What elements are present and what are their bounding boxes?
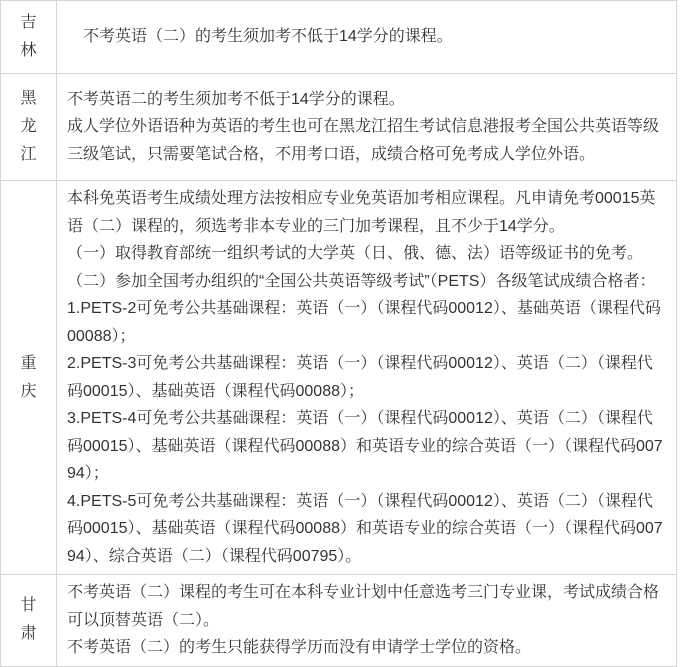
rule-paragraph: 成人学位外语语种为英语的考生也可在黑龙江招生考试信息港报考全国公共英语等级三级笔试，只需要笔试合格，不用考口语，成绩合格可免考成人学位外语。: [67, 118, 660, 163]
province-name: 甘肃: [20, 597, 37, 643]
table-row-jilin: [1, 1, 676, 73]
rule-paragraph: 2.PETS-3可免考公共基础课程：英语（一）（课程代码00012）、英语（二）（课程代码00015）、基础英语（课程代码00088）；: [67, 355, 653, 400]
rule-paragraph: 3.PETS-4可免考公共基础课程：英语（一）（课程代码00012）、英语（二）（课程代码00015）、基础英语（课程代码00088）和英语专业的综合英语（一）（课程代码00794）；: [67, 410, 663, 482]
rule-paragraph: 1.PETS-2可免考公共基础课程：英语（一）（课程代码00012）、基础英语（课程代码00088）；: [67, 300, 661, 345]
rule-paragraph: 不考英语（二）的考生须加考不低于14学分的课程。: [67, 28, 453, 46]
table-row-gansu: [1, 574, 676, 666]
province-name: 重庆: [20, 354, 37, 400]
province-cell: [1, 181, 57, 574]
province-name: 黑龙江: [20, 90, 37, 163]
province-cell: [1, 74, 57, 180]
rule-paragraph: （一）取得教育部统一组织考试的大学英（日、俄、德、法）语等级证书的免考。: [67, 245, 644, 262]
content-cell: [57, 181, 676, 574]
rule-paragraph: 不考英语二的考生须加考不低于14学分的课程。: [67, 90, 405, 108]
rule-paragraph: 本科免英语考生成绩处理方法按相应专业免英语加考相应课程。凡申请免考00015英语（二）课程的，须选考非本专业的三门加考课程，且不少于14学分。: [67, 190, 656, 235]
rule-paragraph: 不考英语（二）课程的考生可在本科专业计划中任意选考三门专业课，考试成绩合格可以顶替英语（二）。: [67, 584, 660, 629]
rule-paragraph: 4.PETS-5可免考公共基础课程：英语（一）（课程代码00012）、英语（二）（课程代码00015）、基础英语（课程代码00088）和英语专业的综合英语（一）（课程代码00794）、综合英语（二）（课程代码00795）。: [67, 492, 663, 565]
province-name: 吉林: [20, 14, 37, 59]
rule-paragraph: 不考英语（二）的考生只能获得学历而没有申请学士学位的资格。: [67, 639, 532, 656]
table-row-heilongjiang: [1, 73, 676, 180]
table-row-chongqing: [1, 180, 676, 574]
content-cell: [57, 1, 676, 73]
province-cell: [1, 1, 57, 73]
rule-paragraph: （二）参加全国考办组织的“全国公共英语等级考试”（PETS）各级笔试成绩合格者：: [67, 272, 656, 290]
province-cell: [1, 575, 57, 666]
content-cell: [57, 575, 676, 666]
content-cell: [57, 74, 676, 180]
